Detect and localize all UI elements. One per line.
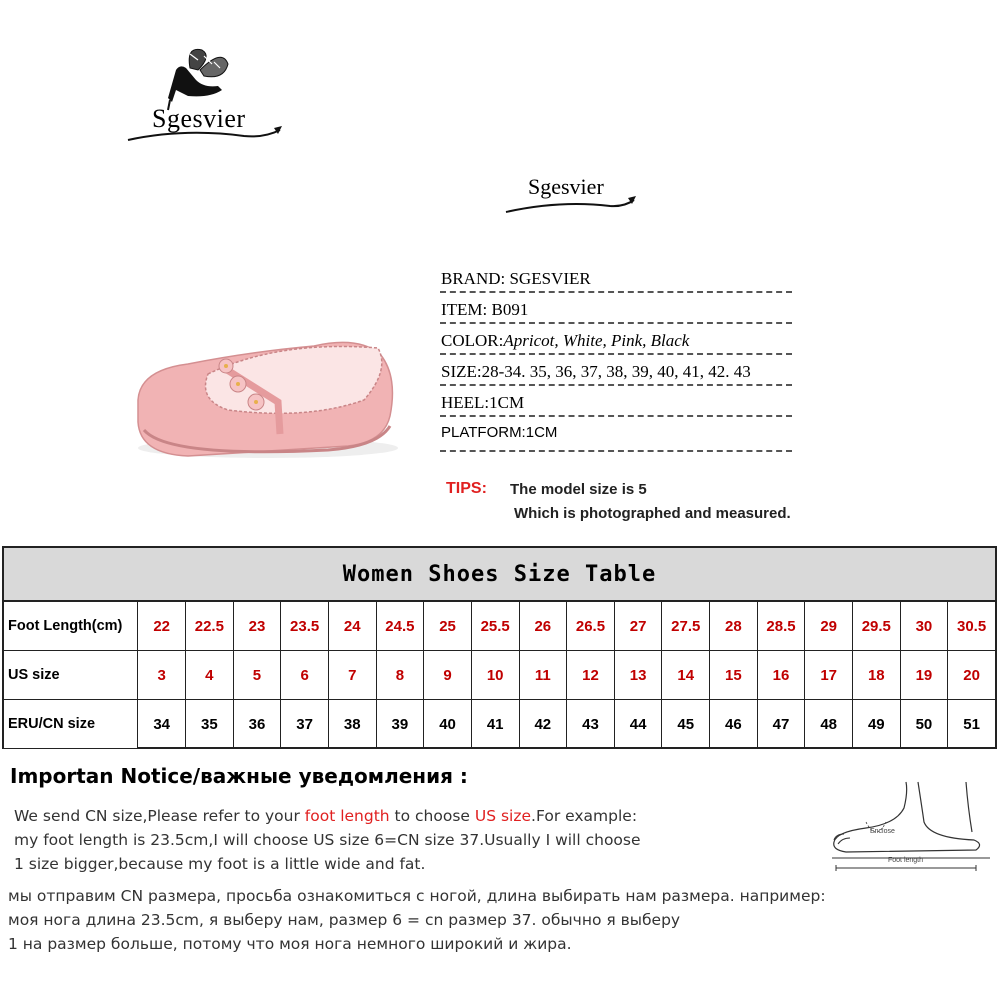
table-row-foot-length bbox=[4, 602, 995, 651]
tips-line-1: The model size is 5 bbox=[510, 481, 647, 498]
spec-heel-text: HEEL:1CM bbox=[441, 393, 525, 412]
notice-en-line-1 bbox=[14, 804, 641, 828]
table-cell: 45 bbox=[662, 700, 710, 748]
table-cell: 30.5 bbox=[956, 617, 987, 635]
butterfly-heel-icon bbox=[124, 40, 284, 160]
table-cell: 47 bbox=[758, 700, 806, 748]
brand-logo-center bbox=[500, 170, 640, 220]
table-cell: 39 bbox=[377, 700, 425, 748]
table-cell: 17 bbox=[805, 651, 853, 699]
notice-en-line-2: my foot length is 23.5cm,I will choose US size 6=CN size 37.Usually I will choose bbox=[14, 831, 641, 849]
table-cell: 5 bbox=[234, 651, 282, 699]
notice-russian bbox=[8, 884, 826, 956]
table-row-us-size bbox=[4, 651, 995, 700]
notice-en-text: .For example: bbox=[531, 807, 638, 825]
notice-title: Importan Notice/важные уведомления : bbox=[10, 764, 468, 788]
size-table-title: Women Shoes Size Table bbox=[4, 548, 995, 602]
table-cell: 29 bbox=[805, 602, 853, 650]
table-cell: 29.5 bbox=[853, 602, 901, 650]
table-cell: 23 bbox=[234, 602, 282, 650]
table-cell: 42 bbox=[520, 700, 568, 748]
table-cell: 22 bbox=[138, 602, 186, 650]
table-cell: 43 bbox=[567, 700, 615, 748]
table-cell: 10 bbox=[472, 651, 520, 699]
table-cell: 38 bbox=[329, 700, 377, 748]
table-cell: 4 bbox=[186, 651, 234, 699]
table-row-eu-cn-size bbox=[4, 700, 995, 748]
tips-label: TIPS: bbox=[446, 480, 487, 497]
table-cell: 7 bbox=[329, 651, 377, 699]
row-header: ERU/CN size bbox=[4, 700, 138, 748]
tips-line-2: Which is photographed and measured. bbox=[514, 505, 791, 522]
spec-color-line bbox=[441, 331, 689, 351]
dashed-divider bbox=[440, 291, 792, 293]
table-cell: 37 bbox=[281, 700, 329, 748]
row-header: US size bbox=[4, 651, 138, 699]
table-cell: 41 bbox=[472, 700, 520, 748]
table-cell: 14 bbox=[662, 651, 710, 699]
table-cell: 16 bbox=[758, 651, 806, 699]
table-cell: 25 bbox=[424, 602, 472, 650]
brand-logo-top bbox=[124, 40, 284, 160]
table-cell: 20 bbox=[963, 666, 980, 684]
notice-ru-line-2: моя нога длина 23.5cm, я выберу нам, размер 6 = cn размер 37. обычно я выберу bbox=[8, 911, 681, 929]
row-header: Foot Length(cm) bbox=[4, 602, 138, 650]
size-table bbox=[2, 546, 997, 749]
table-cell: 46 bbox=[710, 700, 758, 748]
table-cell: 19 bbox=[901, 651, 949, 699]
table-cell: 22.5 bbox=[186, 602, 234, 650]
table-cell: 9 bbox=[424, 651, 472, 699]
spec-item bbox=[440, 297, 840, 328]
notice-ru-line-3: 1 на размер больше, потому что моя нога немного широкий и жира. bbox=[8, 935, 572, 953]
table-cell: 40 bbox=[424, 700, 472, 748]
product-specs bbox=[440, 266, 840, 452]
notice-highlight-us-size: US size bbox=[474, 807, 532, 825]
notice-en-text: to choose bbox=[389, 807, 475, 825]
spec-platform bbox=[440, 421, 840, 452]
table-cell: 50 bbox=[901, 700, 949, 748]
foot-measure-diagram bbox=[826, 778, 996, 878]
table-cell: 6 bbox=[281, 651, 329, 699]
spec-item-text: ITEM: B091 bbox=[441, 300, 529, 319]
spec-brand-text: BRAND: SGESVIER bbox=[441, 269, 591, 288]
table-cell: 8 bbox=[377, 651, 425, 699]
table-cell: 11 bbox=[520, 651, 568, 699]
table-cell: 44 bbox=[615, 700, 663, 748]
table-cell: 13 bbox=[615, 651, 663, 699]
table-cell: 49 bbox=[853, 700, 901, 748]
tips-section bbox=[446, 480, 791, 522]
table-cell: 27 bbox=[615, 602, 663, 650]
spec-platform-text: PLATFORM:1CM bbox=[441, 424, 558, 441]
table-cell: 23.5 bbox=[281, 602, 329, 650]
notice-highlight-foot-length: foot length bbox=[304, 807, 390, 825]
table-cell: 36 bbox=[234, 700, 282, 748]
spec-brand bbox=[440, 266, 840, 297]
table-cell: 34 bbox=[138, 700, 186, 748]
table-cell: 12 bbox=[567, 651, 615, 699]
table-cell: 26 bbox=[520, 602, 568, 650]
table-cell: 28 bbox=[710, 602, 758, 650]
dashed-divider bbox=[440, 322, 792, 324]
table-cell: 48 bbox=[805, 700, 853, 748]
table-cell: 24.5 bbox=[377, 602, 425, 650]
table-cell: 30 bbox=[901, 602, 949, 650]
dashed-divider bbox=[440, 353, 792, 355]
product-shoe-image bbox=[128, 330, 408, 470]
table-cell: 51 bbox=[963, 715, 980, 733]
foot-label-length: Foot length bbox=[888, 857, 924, 864]
dashed-divider bbox=[440, 450, 792, 452]
spec-color-label: COLOR: bbox=[441, 331, 504, 350]
spec-color-value: Apricot, White, Pink, Black bbox=[503, 331, 690, 350]
notice-ru-line-1: мы отправим CN размера, просьба ознакомиться с ногой, длина выбирать нам размера. например: bbox=[8, 887, 826, 905]
notice-english bbox=[14, 804, 641, 876]
brand-logo-text-center: Sgesvier bbox=[528, 174, 604, 199]
table-cell: 28.5 bbox=[758, 602, 806, 650]
foot-label-enclose: Enclose bbox=[870, 828, 895, 835]
dashed-divider bbox=[440, 384, 792, 386]
table-cell: 26.5 bbox=[567, 602, 615, 650]
spec-size bbox=[440, 359, 840, 390]
table-cell: 3 bbox=[138, 651, 186, 699]
spec-color bbox=[440, 328, 840, 359]
table-cell: 25.5 bbox=[472, 602, 520, 650]
spec-size-text: SIZE:28-34. 35, 36, 37, 38, 39, 40, 41, 42. 43 bbox=[441, 362, 751, 381]
table-cell: 27.5 bbox=[662, 602, 710, 650]
table-cell: 35 bbox=[186, 700, 234, 748]
notice-en-text: We send CN size,Please refer to your bbox=[14, 807, 305, 825]
brand-logo-text: Sgesvier bbox=[152, 104, 246, 133]
table-cell: 24 bbox=[329, 602, 377, 650]
table-cell: 15 bbox=[710, 651, 758, 699]
dashed-divider bbox=[440, 415, 792, 417]
table-cell: 18 bbox=[853, 651, 901, 699]
spec-heel bbox=[440, 390, 840, 421]
notice-en-line-3: 1 size bigger,because my foot is a little wide and fat. bbox=[14, 855, 426, 873]
